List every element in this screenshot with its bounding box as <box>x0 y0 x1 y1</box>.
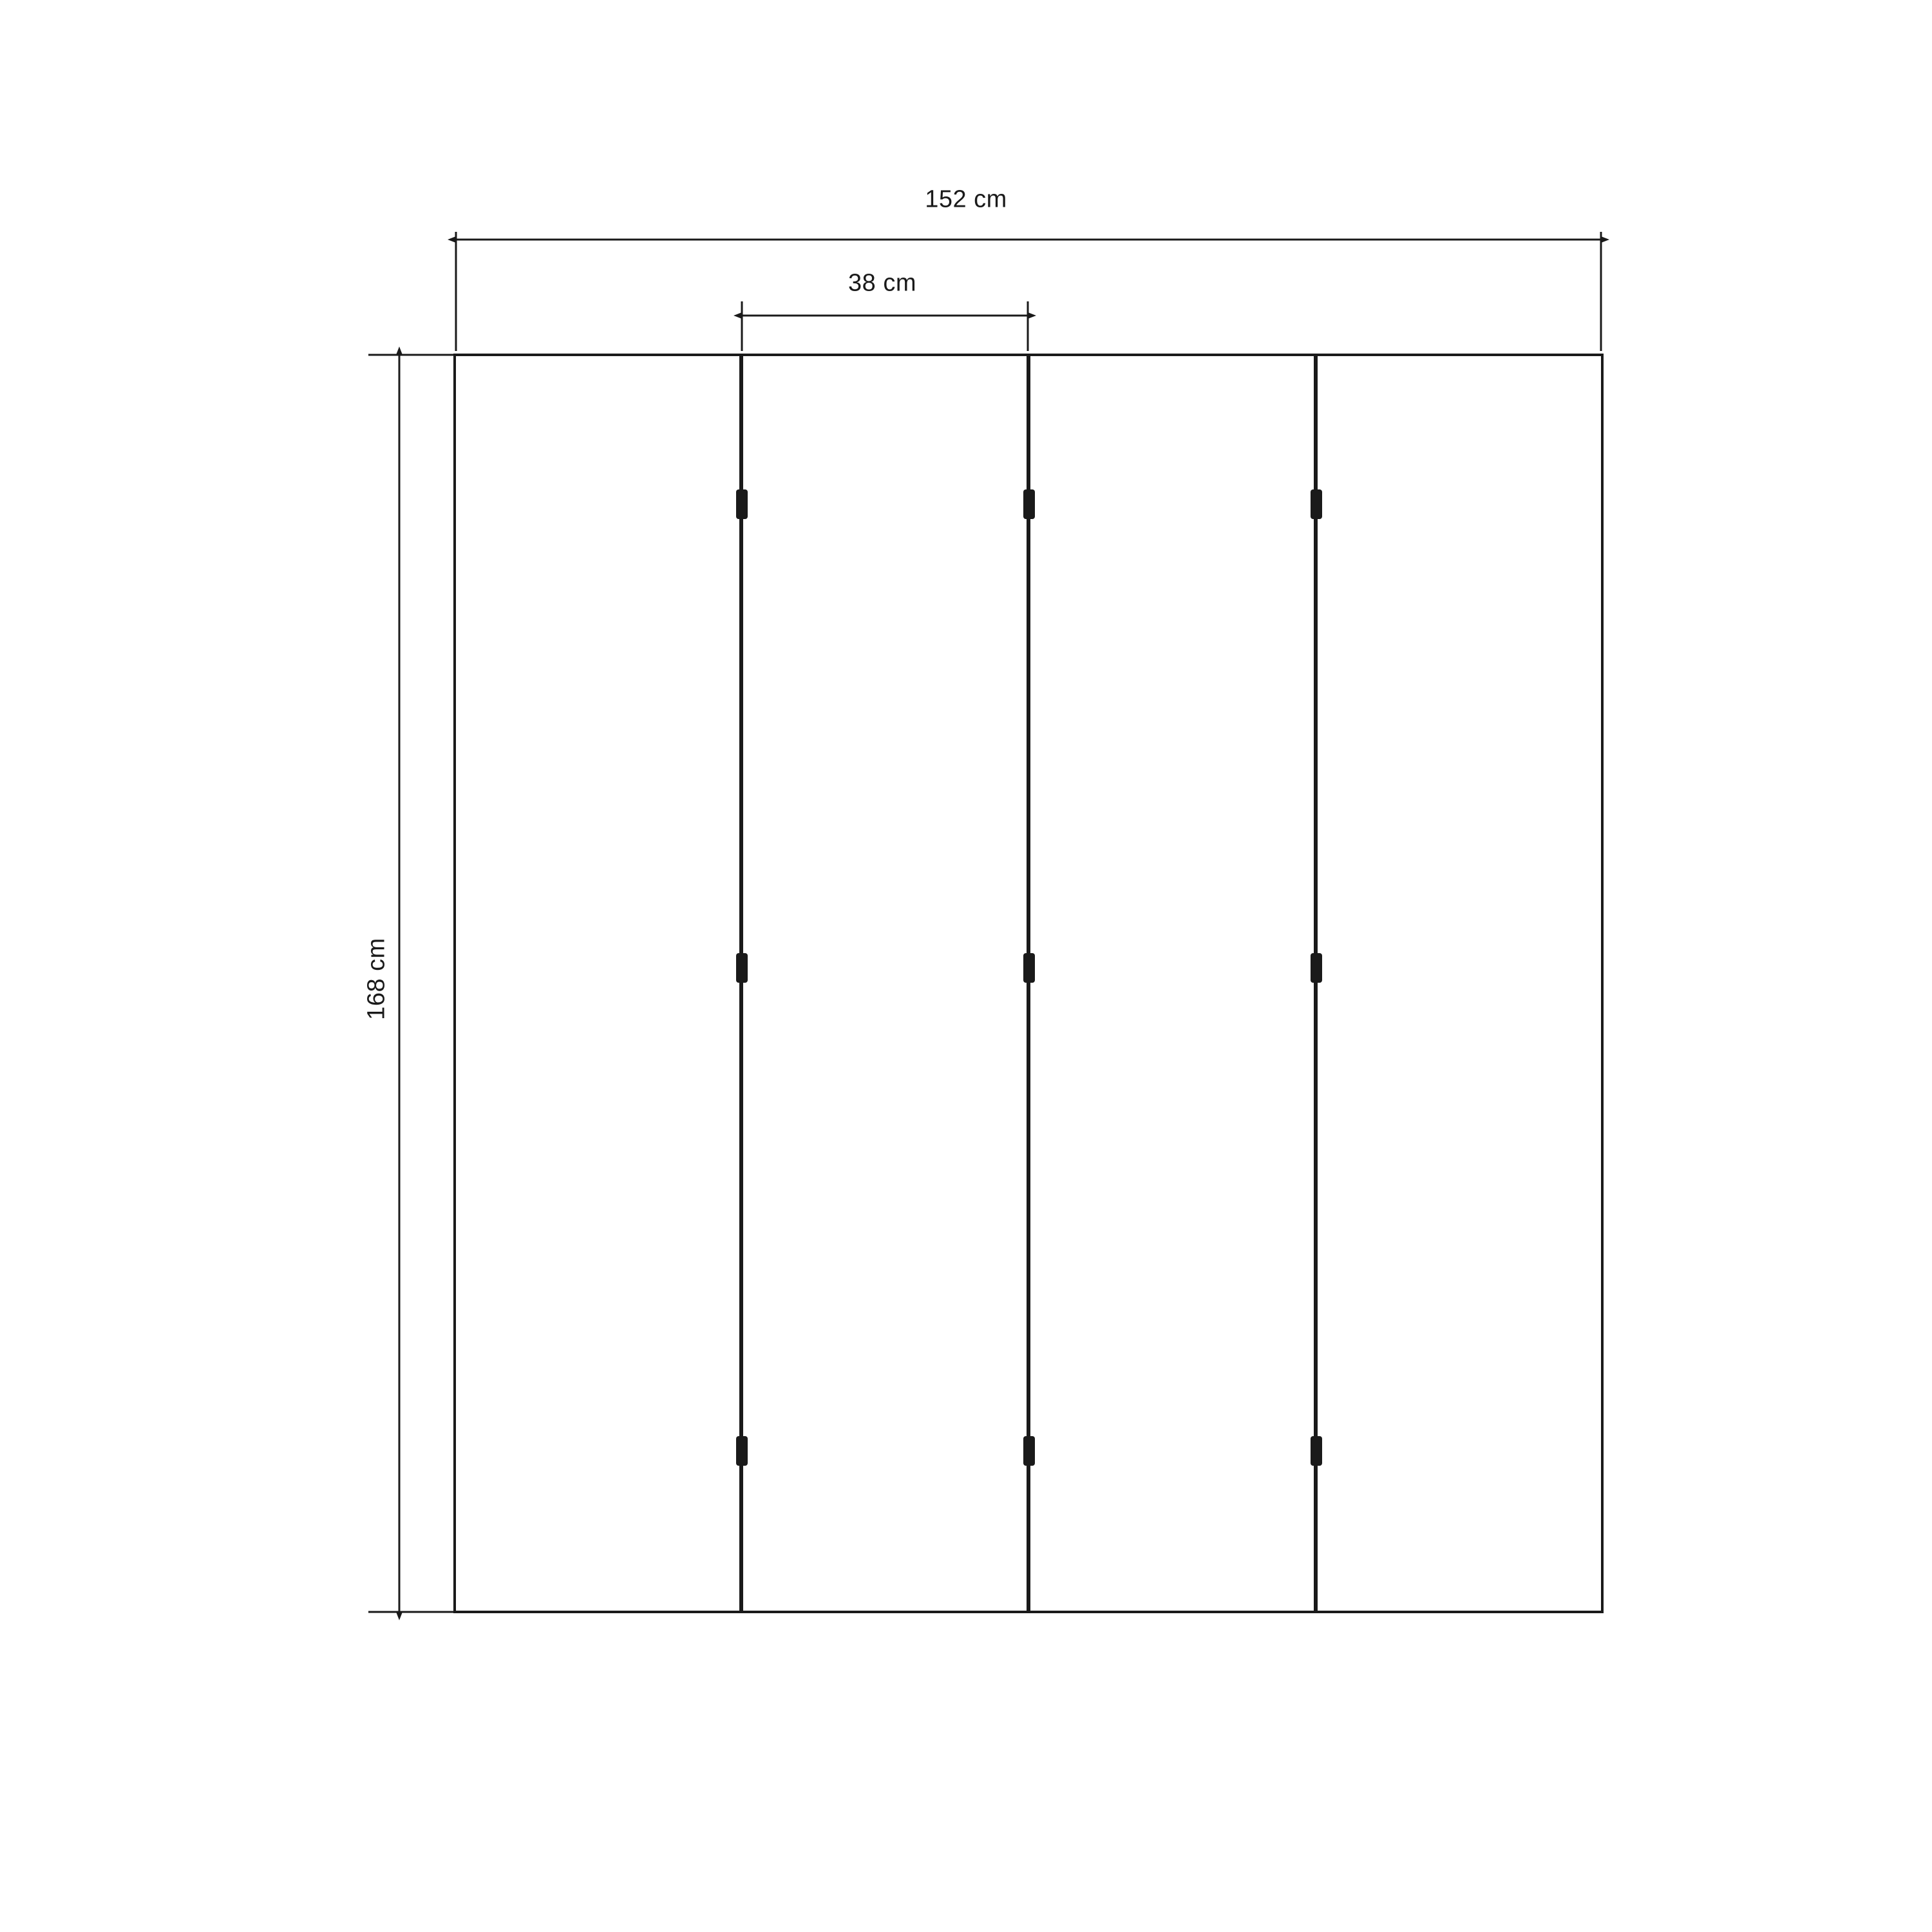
hinge-icon <box>1023 1436 1035 1466</box>
panel-width-dimension <box>742 301 1028 351</box>
hinge-icon <box>1311 489 1322 519</box>
hinge-icon <box>1311 953 1322 983</box>
hinge-icon <box>736 953 748 983</box>
panel-3 <box>1029 355 1315 1612</box>
hinge-icon <box>1311 1436 1322 1466</box>
panel-2 <box>742 355 1028 1612</box>
hinge-icon <box>1023 953 1035 983</box>
panel-1 <box>455 355 741 1612</box>
hinge-icon <box>736 489 748 519</box>
hinge-icon <box>1023 489 1035 519</box>
panel-4 <box>1316 355 1602 1612</box>
overall-height-label: 168 cm <box>363 938 390 1020</box>
panel-width-label: 38 cm <box>848 269 916 297</box>
panel-group <box>455 355 1602 1612</box>
hinge-icon <box>736 1436 748 1466</box>
overall-width-label: 152 cm <box>925 185 1007 213</box>
